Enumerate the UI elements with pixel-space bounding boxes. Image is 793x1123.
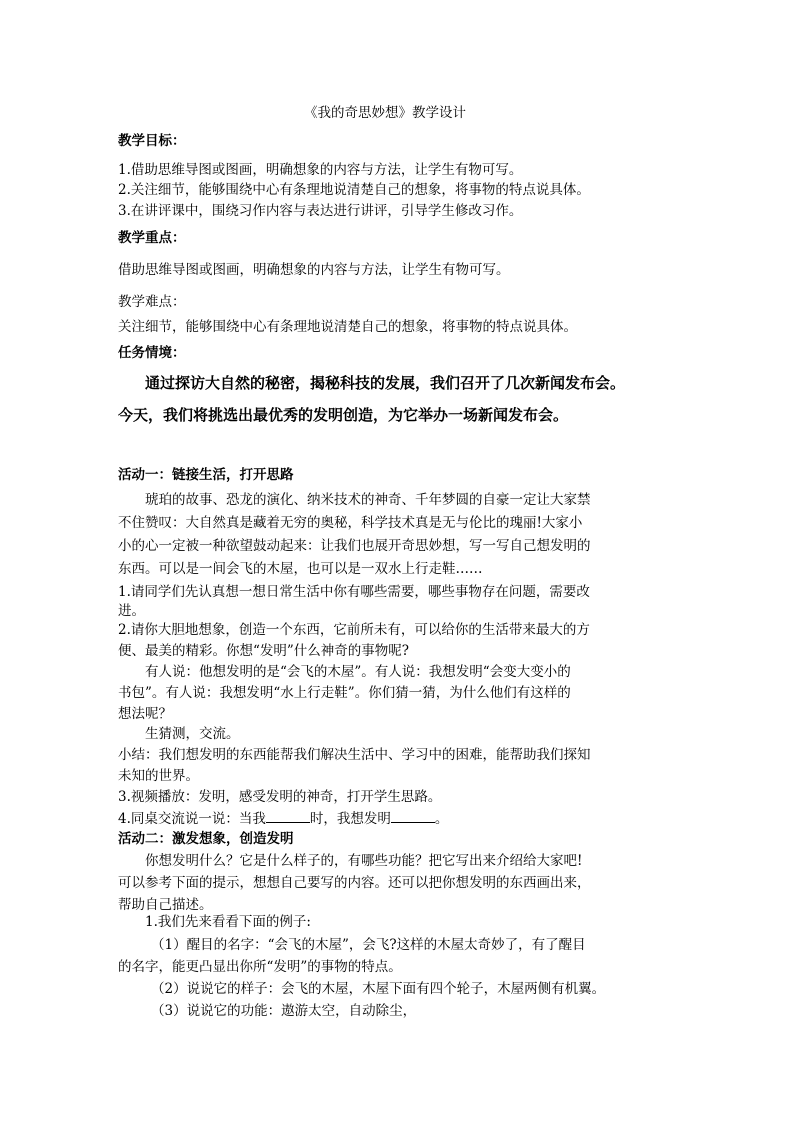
activity1-paragraph-2-line: 想法呢？ [118,706,172,722]
document-title: 《我的奇思妙想》教学设计 [304,105,466,121]
example-step-1-cont: 的名字，能更凸显出你所“发明”的事物的特点。 [118,959,402,975]
activity1-summary: 小结：我们想发明的东西能帮我们解决生活中、学习中的困难，能帮助我们探知 [118,747,591,763]
activity1-item-4-part-c: 。 [434,811,449,827]
activity2-paragraph-line: 可以参考下面的提示，想想自己要写的内容。还可以把你想发明的东西画出来， [118,875,591,891]
key-text: 借助思维导图或图画，明确想象的内容与方法，让学生有物可写。 [118,262,510,278]
heading-teaching-difficulty: 教学难点： [118,294,186,310]
activity2-item-1: 1.我们先来看看下面的例子: [145,914,311,930]
example-step-1: （1）醒目的名字：“会飞的木屋”，会飞?这样的木屋太奇妙了，有了醒目 [151,937,586,953]
activity2-paragraph-line: 帮助自己描述。 [118,897,213,913]
fill-in-blank-2 [391,808,435,823]
activity1-paragraph-2-line: 书包”。有人说：我想发明“水上行走鞋”。你们猜一猜，为什么他们有这样的 [118,685,571,701]
activity1-item-4 [118,808,448,829]
activity1-item-2-cont: 便、最美的精彩。你想“发明”什么神奇的事物呢? [118,643,410,659]
heading-activity-2: 活动二：激发想象，创造发明 [118,831,294,847]
goal-item-1: 1.借助思维导图或图画，明确想象的内容与方法，让学生有物可写。 [118,162,523,178]
goal-item-3: 3.在讲评课中，围绕习作内容与表达进行讲评，引导学生修改习作。 [118,203,523,219]
heading-teaching-key: 教学重点： [118,230,186,246]
heading-activity-1: 活动一：链接生活，打开思路 [118,467,294,483]
activity1-item-4-part-b: 时，我想发明 [309,811,391,827]
activity1-summary-cont: 未知的世界。 [118,768,199,784]
activity1-item-1: 1.请同学们先认真想一想日常生活中你有哪些需要，哪些事物存在问题，需要改 [118,584,590,600]
example-step-3: （3）说说它的功能：遨游太空，自动除尘， [151,1003,417,1019]
activity1-paragraph-line: 不住赞叹：大自然真是藏着无穷的奥秘，科学技术真是无与伦比的瑰丽!大家小 [118,515,583,531]
situation-line-1: 通过探访大自然的秘密，揭秘科技的发展，我们召开了几次新闻发布会。 [145,374,626,392]
difficulty-text: 关注细节，能够围绕中心有条理地说清楚自己的想象，将事物的特点说具体。 [118,319,577,335]
activity1-paragraph-line: 小的心一定被一种欲望鼓动起来：让我们也展开奇思妙想，写一写自己想发明的 [118,538,591,554]
activity1-item-3: 3.视频播放：发明，感受发明的神奇，打开学生思路。 [118,789,442,805]
goal-item-2: 2.关注细节，能够围绕中心有条理地说清楚自己的想象，将事物的特点说具体。 [118,182,590,198]
example-step-2: （2）说说它的样子：会飞的木屋，木屋下面有四个轮子，木屋两侧有机翼。 [151,981,606,997]
heading-teaching-goals: 教学目标： [118,133,186,149]
activity1-item-1-cont: 进。 [118,603,145,619]
activity1-paragraph-line: 琥珀的故事、恐龙的演化、纳米技术的神奇、千年梦圆的自豪一定让大家禁 [145,492,591,508]
heading-task-situation: 任务情境： [118,345,186,361]
fill-in-blank-1 [266,808,310,823]
activity1-paragraph-2-line: 有人说：他想发明的是“会飞的木屋”。有人说：我想发明“会变大变小的 [145,664,571,680]
activity1-paragraph-line: 东西。可以是一间会飞的木屋，也可以是一双水上行走鞋…… [118,561,483,577]
activity2-paragraph-line: 你想发明什么？它是什么样子的，有哪些功能？把它写出来介绍给大家吧! [145,853,583,869]
activity1-item-4-part-a: 4.同桌交流说一说：当我 [118,811,266,827]
activity1-item-2: 2.请你大胆地想象，创造一个东西，它前所未有，可以给你的生活带来最大的方 [118,622,590,638]
situation-line-2: 今天，我们将挑选出最优秀的发明创造，为它举办一场新闻发布会。 [118,406,569,424]
activity1-paragraph-3: 生猜测，交流。 [145,726,240,742]
